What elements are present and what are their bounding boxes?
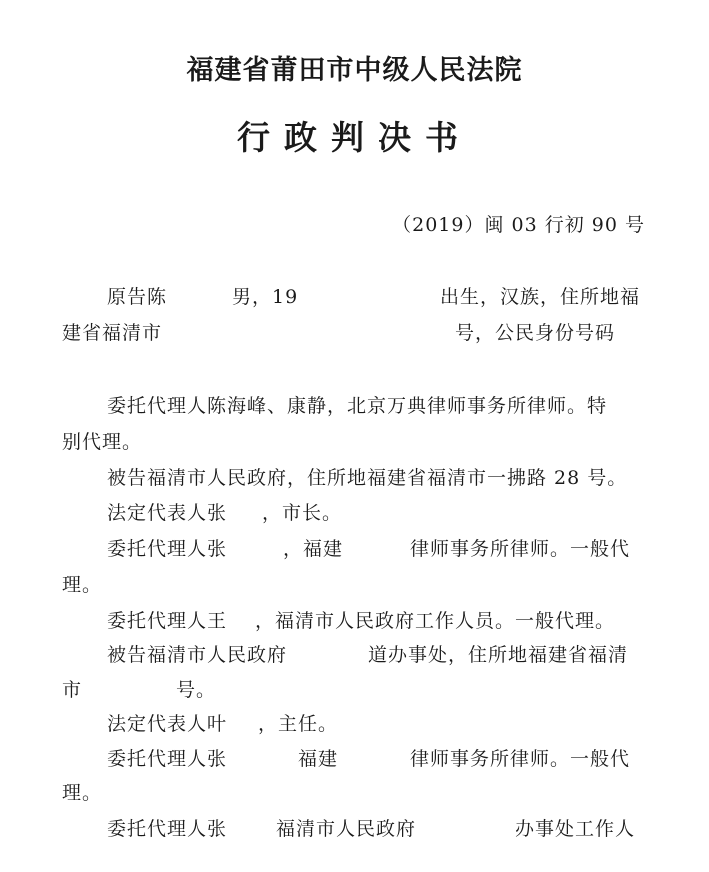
defendant-2-agent-1-line-2: 理。: [62, 782, 103, 804]
agent-name: 委托代理人张: [107, 748, 228, 770]
legal-rep-name: 法定代表人叶: [107, 713, 228, 735]
plaintiff-agent-line-2: 别代理。: [62, 431, 143, 453]
agent-name: 委托代理人张: [107, 538, 228, 560]
legal-rep-title: ，市长。: [262, 502, 343, 524]
defendant-1-agent-1-line-2: 理。: [62, 574, 103, 596]
plaintiff-id: 号，公民身份号码: [455, 322, 616, 344]
legal-rep-title: ，主任。: [258, 713, 339, 735]
defendant-2-address-city: 市: [62, 679, 83, 701]
defendant-2-name: 被告福清市人民政府: [107, 644, 288, 666]
agent-name: 委托代理人王: [107, 610, 228, 632]
court-name: 福建省莆田市中级人民法院: [186, 55, 523, 86]
plaintiff-agent-line-1: 委托代理人陈海峰、康静，北京万典律师事务所律师。特: [107, 395, 608, 417]
defendant-2-address: 道办事处，住所地福建省福清: [368, 644, 629, 666]
agent-name: 委托代理人张: [107, 818, 228, 840]
plaintiff-address: 建省福清市: [62, 322, 163, 344]
agent-firm-prefix: ，福建: [283, 538, 344, 560]
plaintiff-birth: 出生，汉族，住所地福: [440, 286, 641, 308]
defendant-1: 被告福清市人民政府，住所地福建省福清市一拂路 28 号。: [107, 467, 628, 489]
plaintiff-gender: 男，19: [232, 286, 299, 308]
agent-firm-suffix: 律师事务所律师。一般代: [410, 748, 631, 770]
legal-rep-name: 法定代表人张: [107, 502, 228, 524]
agent-office: 福清市人民政府: [276, 818, 417, 840]
plaintiff-name: 原告陈: [107, 286, 168, 308]
document-type: 行政判决书: [237, 118, 472, 157]
agent-firm-prefix: 福建: [298, 748, 339, 770]
agent-role: 办事处工作人: [515, 818, 636, 840]
case-number: （2019）闽 03 行初 90 号: [392, 214, 645, 236]
defendant-2-address-no: 号。: [176, 679, 217, 701]
agent-firm-suffix: 律师事务所律师。一般代: [410, 538, 631, 560]
agent-role: ，福清市人民政府工作人员。一般代理。: [255, 610, 616, 632]
